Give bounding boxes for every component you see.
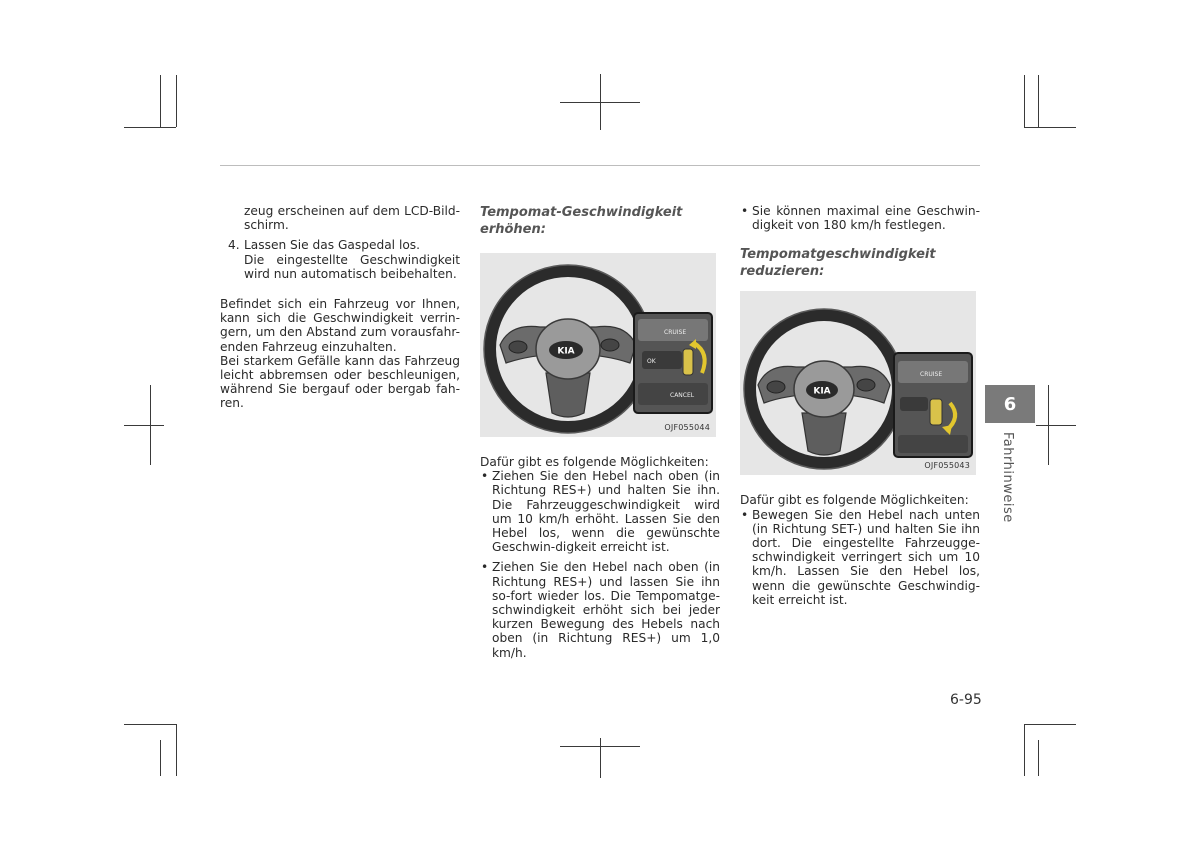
steering-wheel-illustration (740, 291, 976, 475)
section-heading-reduce: Tempomatgeschwindigkeit reduzieren: (740, 247, 936, 280)
options-list-reduce (740, 508, 980, 607)
crop-mark (176, 75, 177, 127)
crop-mark (160, 740, 161, 776)
chapter-label: Fahrhinweise (1000, 432, 1015, 523)
svg-text:CRUISE: CRUISE (664, 329, 687, 336)
crop-mark (160, 75, 161, 127)
list-item: • Ziehen Sie den Hebel nach oben (in Richtung RES+) und halten Sie ihn. Die Fahrzeuggeschwindigkeit wird um 10 km/h erhöht. Lassen Sie den Hebel los, wenn die gewünschte Geschwin-digkeit erreicht ist. (480, 469, 720, 554)
list-item: • Sie können maximal eine Geschwin-digkeit von 180 km/h festlegen. (740, 204, 980, 232)
crop-mark (600, 738, 601, 778)
steering-wheel-illustration (480, 253, 716, 437)
options-intro: Dafür gibt es folgende Möglichkeiten: (480, 455, 709, 469)
svg-text:CANCEL: CANCEL (670, 392, 695, 399)
crop-mark (1038, 75, 1039, 127)
steering-wheel-figure-reduce (740, 291, 976, 475)
column-middle (480, 204, 720, 660)
crop-mark (1024, 724, 1076, 725)
figure-code: OJF055044 (664, 422, 710, 432)
svg-text:OK: OK (647, 358, 656, 365)
page-number: 6-95 (950, 692, 982, 708)
paragraph-vehicle-ahead: Befindet sich ein Fahrzeug vor Ihnen, kann sich die Geschwindigkeit verrin-gern, um den Abstand zum vorausfahr-enden Fahrzeug einzuhalten. (220, 297, 460, 354)
column-right (740, 204, 980, 607)
figure-code: OJF055043 (924, 461, 970, 471)
list-item: • Bewegen Sie den Hebel nach unten (in Richtung SET-) und halten Sie ihn dort. Die eingestellte Fahrzeugge-schwindigkeit verringert sich um 10 km/h. Lassen Sie den Hebel los, wenn die gewünschte Geschwindig-keit erreicht ist. (740, 508, 980, 607)
crop-mark (1024, 75, 1025, 127)
paragraph-slope: Bei starkem Gefälle kann das Fahrzeug leicht abbremsen oder beschleunigen, während Sie bergauf oder bergab fah-ren. (220, 353, 460, 411)
options-list-increase (480, 469, 720, 660)
list-item: • Ziehen Sie den Hebel nach oben (in Richtung RES+) und lassen Sie ihn so-fort wieder los. Die Tempomatge-schwindigkeit erhöht sich bei jeder kurzen Bewegung des Hebels nach oben (in Richtung RES+) um 1,0 km/h. (480, 560, 720, 659)
options-intro: Dafür gibt es folgende Möglichkeiten: (740, 493, 969, 508)
kia-logo: KIA (813, 386, 831, 397)
crop-mark (1036, 425, 1076, 426)
step-3-continuation: zeug erscheinen auf dem LCD-Bild-schirm. (244, 204, 460, 233)
crop-mark (124, 127, 176, 128)
crop-mark (1024, 127, 1076, 128)
header-rule (220, 165, 980, 166)
crop-mark (124, 724, 176, 725)
kia-logo: KIA (557, 346, 575, 357)
crop-mark (124, 425, 164, 426)
crop-mark (1024, 724, 1025, 776)
crop-mark (176, 724, 177, 776)
step-4 (220, 238, 460, 281)
steering-wheel-figure-increase (480, 253, 716, 437)
max-speed-note (740, 204, 980, 232)
section-heading-increase: Tempomat-Geschwindigkeit erhöhen: (480, 205, 683, 237)
step-4-detail: Die eingestellte Geschwindigkeit wird nun automatisch beibehalten. (244, 252, 460, 281)
column-left (220, 204, 460, 411)
crop-mark (560, 746, 640, 747)
svg-text:CRUISE: CRUISE (920, 371, 943, 379)
step-4-number: 4. (228, 238, 240, 253)
crop-mark (560, 102, 640, 103)
crop-mark (1038, 740, 1039, 776)
step-4-text: Lassen Sie das Gaspedal los. (244, 238, 421, 253)
chapter-number-tab: 6 (985, 385, 1035, 423)
